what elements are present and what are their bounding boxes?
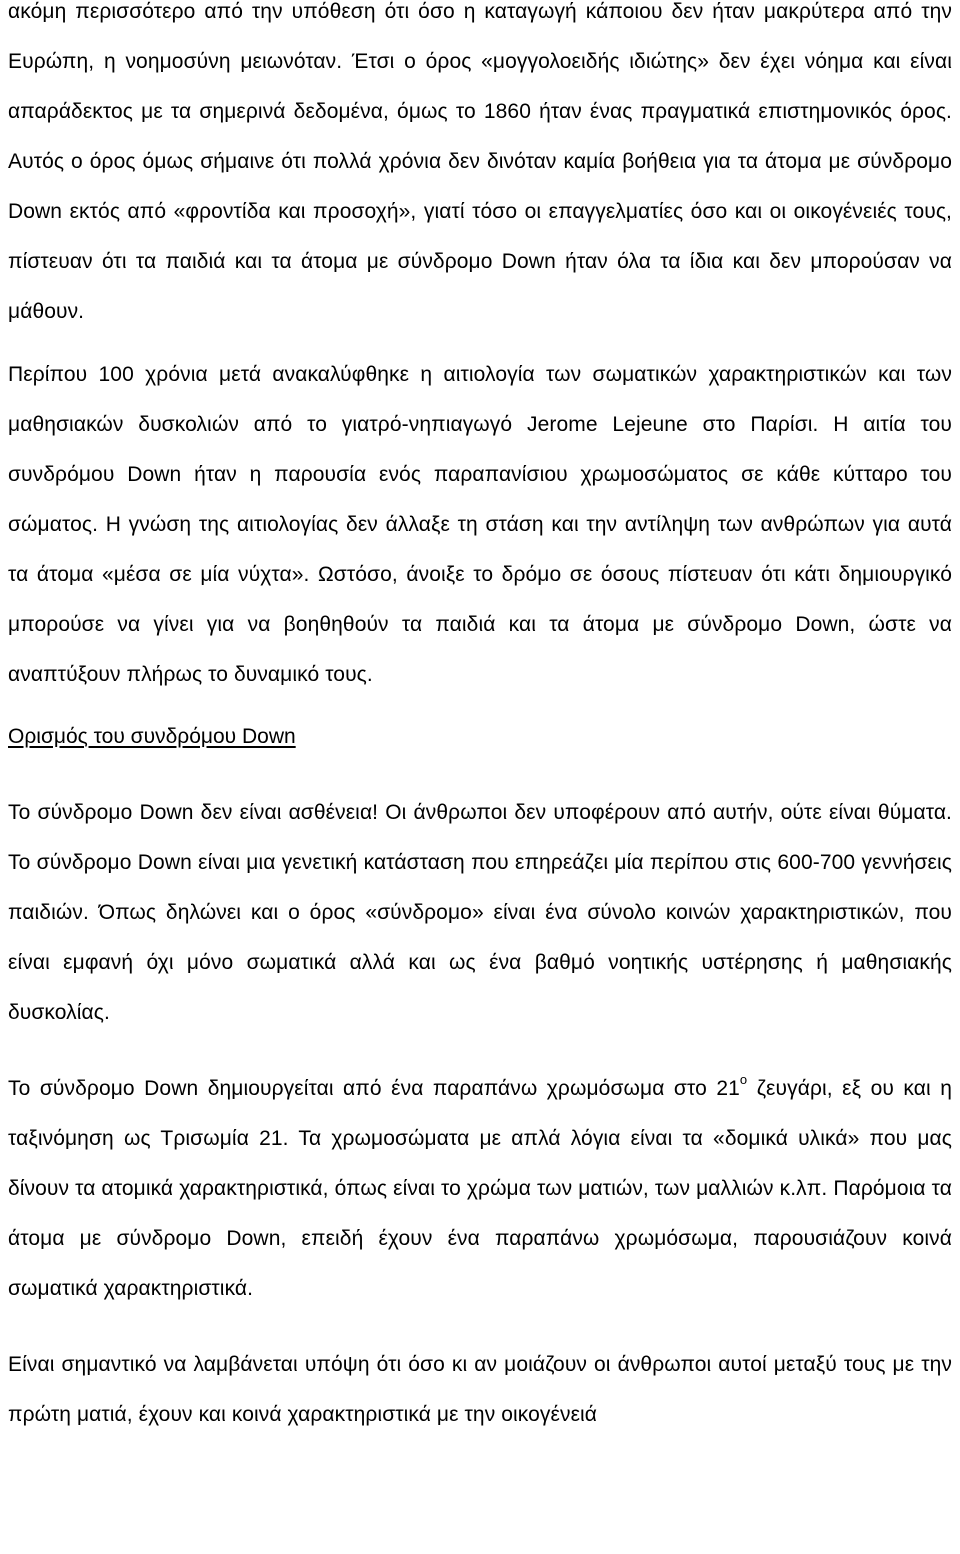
section-heading: Ορισμός του συνδρόμου Down [8,725,296,748]
section-heading-wrapper [8,712,952,762]
ordinal-superscript: ο [739,1072,748,1087]
paragraph-trisomy-start: Το σύνδρομο Down δημιουργείται από ένα παραπάνω χρωμόσωμα στο 21 [8,1077,740,1100]
paragraph-trisomy-end: ζευγάρι, εξ ου και η ταξινόμηση ως Τρισωμία 21. Τα χρωμοσώματα με απλά λόγια είναι τα «δομικά υλικά» που μας δίνουν τα ατομικά χαρακτηριστικά, όπως είναι το χρώμα των ματιών, των μαλλιών κ.λπ. Παρόμοια τα άτομα με σύνδρομο Down, επειδή έχουν ένα παραπάνω χρωμόσωμα, παρουσιάζουν κοινά σωματικά χαρακτηριστικά. [8,1077,953,1300]
paragraph-cause-discovery: Περίπου 100 χρόνια μετά ανακαλύφθηκε η αιτιολογία των σωματικών χαρακτηριστικών και των μαθησιακών δυσκολιών από το γιατρό-νηπιαγωγό Jerome Lejeune στο Παρίσι. Η αιτία του συνδρόμου Down ήταν η παρουσία ενός παραπανίσιου χρωμοσώματος σε κάθε κύτταρο του σώματος. Η γνώση της αιτιολογίας δεν άλλαξε τη στάση και την αντίληψη των ανθρώπων για αυτά τα άτομα «μέσα σε μία νύχτα». Ωστόσο, άνοιξε το δρόμο σε όσους πίστευαν ότι κάτι δημιουργικό μπορούσε να γίνει για να βοηθηθούν τα παιδιά και τα άτομα με σύνδρομο Down, ώστε να αναπτύξουν πλήρως το δυναμικό τους. [8,363,952,686]
paragraph-definition: Το σύνδρομο Down δεν είναι ασθένεια! Οι άνθρωποι δεν υποφέρουν από αυτήν, ούτε είναι θύματα. Το σύνδρομο Down είναι μια γενετική κατάσταση που επηρεάζει μία περίπου στις 600-700 γεννήσεις παιδιών. Όπως δηλώνει και ο όρος «σύνδρομο» είναι ένα σύνολο κοινών χαρακτηριστικών, που είναι εμφανή όχι μόνο σωματικά αλλά και ως ένα βαθμό νοητικής υστέρησης ή μαθησιακής δυσκολίας. [8,801,952,1024]
paragraph-family-resemblance: Είναι σημαντικό να λαμβάνεται υπόψη ότι όσο κι αν μοιάζουν οι άνθρωποι αυτοί μεταξύ τους με την πρώτη ματιά, έχουν και κοινά χαρακτηριστικά με την οικογένειά [8,1353,952,1426]
paragraph-trisomy [8,1064,952,1314]
paragraph-history: ακόμη περισσότερο από την υπόθεση ότι όσο η καταγωγή κάποιου δεν ήταν μακρύτερα από την Ευρώπη, η νοημοσύνη μειωνόταν. Έτσι ο όρος «μογγολοειδής ιδιώτης» δεν έχει νόημα και είναι απαράδεκτος με τα σημερινά δεδομένα, όμως το 1860 ήταν ένας πραγματικά επιστημονικός όρος. Αυτός ο όρος όμως σήμαινε ότι πολλά χρόνια δεν δινόταν καμία βοήθεια για τα άτομα με σύνδρομο Down εκτός από «φροντίδα και προσοχή», γιατί τόσο οι επαγγελματίες όσο και οι οικογένειές τους, πίστευαν ότι τα παιδιά και τα άτομα με σύνδρομο Down ήταν όλα τα ίδια και δεν μπορούσαν να μάθουν. [8,0,952,323]
